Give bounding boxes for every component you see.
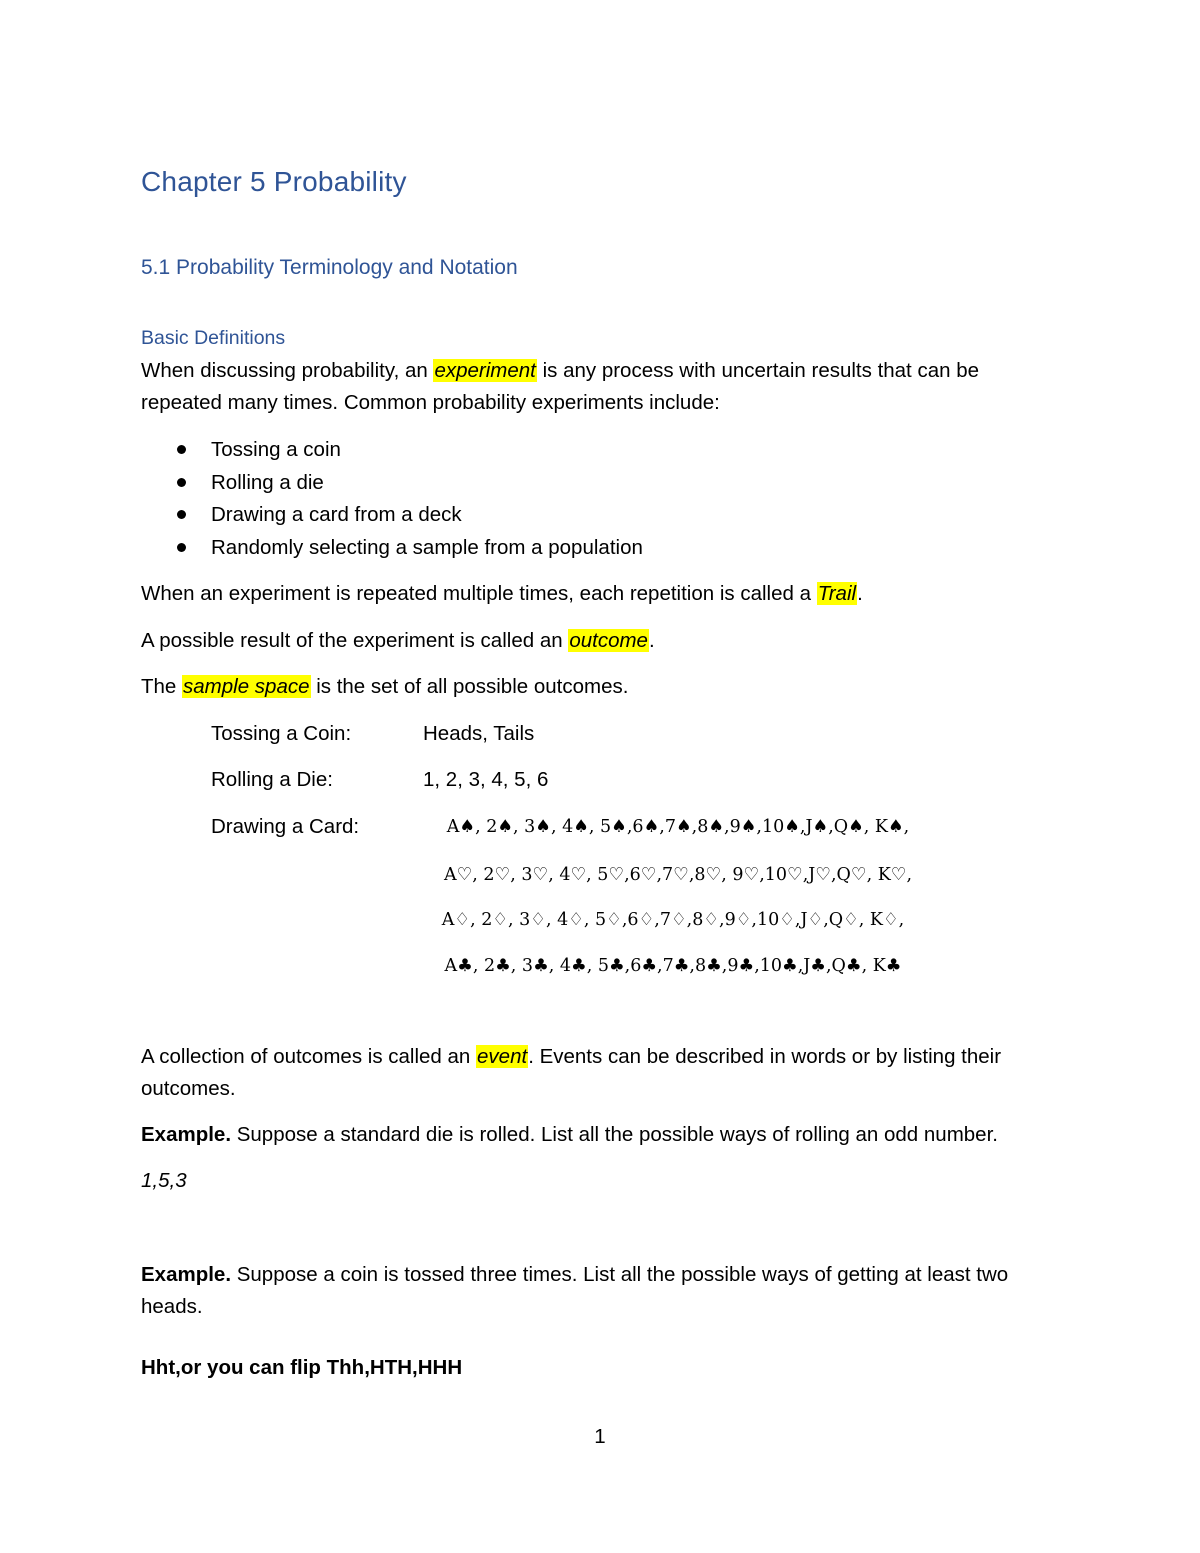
card-row-clubs: A♣, 2♣, 3♣, 4♣, 5♣,6♣,7♣,8♣,9♣,10♣,J♣,Q♣, K♣: [444, 956, 902, 976]
die-value: 1, 2, 3, 4, 5, 6: [423, 768, 549, 791]
list-item: [141, 532, 643, 565]
outcome-text-before: A possible result of the experiment is called an: [141, 629, 569, 652]
intro-text-before: When discussing probability, an: [141, 359, 434, 382]
term-trail: Trail: [817, 582, 857, 605]
example2-text: Suppose a coin is tossed three times. List all the possible ways of getting at least two heads.: [141, 1263, 1009, 1318]
example1-paragraph: [141, 1119, 1061, 1151]
coin-value: Heads, Tails: [423, 722, 535, 745]
example2-answer: Hht,or you can flip Thh,HTH,HHH: [141, 1356, 463, 1379]
example1-label: Example.: [141, 1123, 232, 1146]
example1-text: Suppose a standard die is rolled. List all the possible ways of rolling an odd number.: [231, 1123, 998, 1146]
card-row-spades: A♠, 2♠, 3♠, 4♠, 5♠,6♠,7♠,8♠,9♠,10♠,J♠,Q♠, K♠,: [446, 817, 910, 837]
card-row-diamonds: A♢, 2♢, 3♢, 4♢, 5♢,6♢,7♢,8♢,9♢,10♢,J♢,Q♢, K♢,: [441, 910, 905, 930]
intro-paragraph: [141, 355, 1061, 419]
example1-answer: 1,5,3: [141, 1169, 187, 1192]
card-label: Drawing a Card:: [211, 815, 360, 838]
outcome-text-after: .: [648, 629, 655, 652]
bullet-icon: [177, 543, 186, 552]
trial-paragraph: [141, 578, 1061, 610]
list-item: [141, 499, 643, 532]
list-item-text: Tossing a coin: [211, 438, 341, 461]
example2-label: Example.: [141, 1263, 232, 1286]
list-item-text: Drawing a card from a deck: [211, 503, 462, 526]
example2-paragraph: [141, 1259, 1061, 1323]
list-item-text: Rolling a die: [211, 470, 324, 494]
card-row-hearts: A♡, 2♡, 3♡, 4♡, 5♡,6♡,7♡,8♡, 9♡,10♡,J♡,Q♡, K♡,: [443, 865, 913, 885]
event-text-after: . Events can be described in words or by listing their outcomes.: [141, 1045, 1002, 1100]
chapter-title: Chapter 5 Probability: [141, 166, 407, 197]
subsection-title: Basic Definitions: [141, 327, 286, 349]
trial-text-after: .: [857, 582, 863, 605]
section-title: 5.1 Probability Terminology and Notation: [141, 256, 518, 279]
experiments-list: [141, 434, 643, 564]
list-item: [141, 467, 643, 500]
event-paragraph: [141, 1041, 1061, 1105]
term-event: event: [477, 1045, 528, 1068]
term-sample-space: sample space: [183, 675, 310, 698]
trial-text-before: When an experiment is repeated multiple times, each repetition is called a: [141, 582, 817, 605]
intro-text-after: is any process with uncertain results that can be repeated many times. Common probability experiments include:: [141, 359, 980, 414]
sample-space-text-after: is the set of all possible outcomes.: [310, 675, 629, 698]
die-label: Rolling a Die:: [211, 768, 333, 791]
page-number: 1: [594, 1425, 606, 1448]
sample-space-paragraph: [141, 671, 1061, 703]
bullet-icon: [177, 510, 186, 519]
sample-space-text-before: The: [141, 675, 183, 698]
bullet-icon: [177, 445, 186, 454]
list-item: [141, 434, 643, 467]
event-text-before: A collection of outcomes is called an: [141, 1045, 477, 1068]
bullet-icon: [177, 478, 186, 487]
term-experiment: experiment: [434, 359, 536, 382]
outcome-paragraph: [141, 625, 1061, 657]
list-item-text: Randomly selecting a sample from a population: [211, 535, 643, 559]
term-outcome: outcome: [569, 629, 648, 652]
coin-label: Tossing a Coin:: [211, 722, 352, 745]
